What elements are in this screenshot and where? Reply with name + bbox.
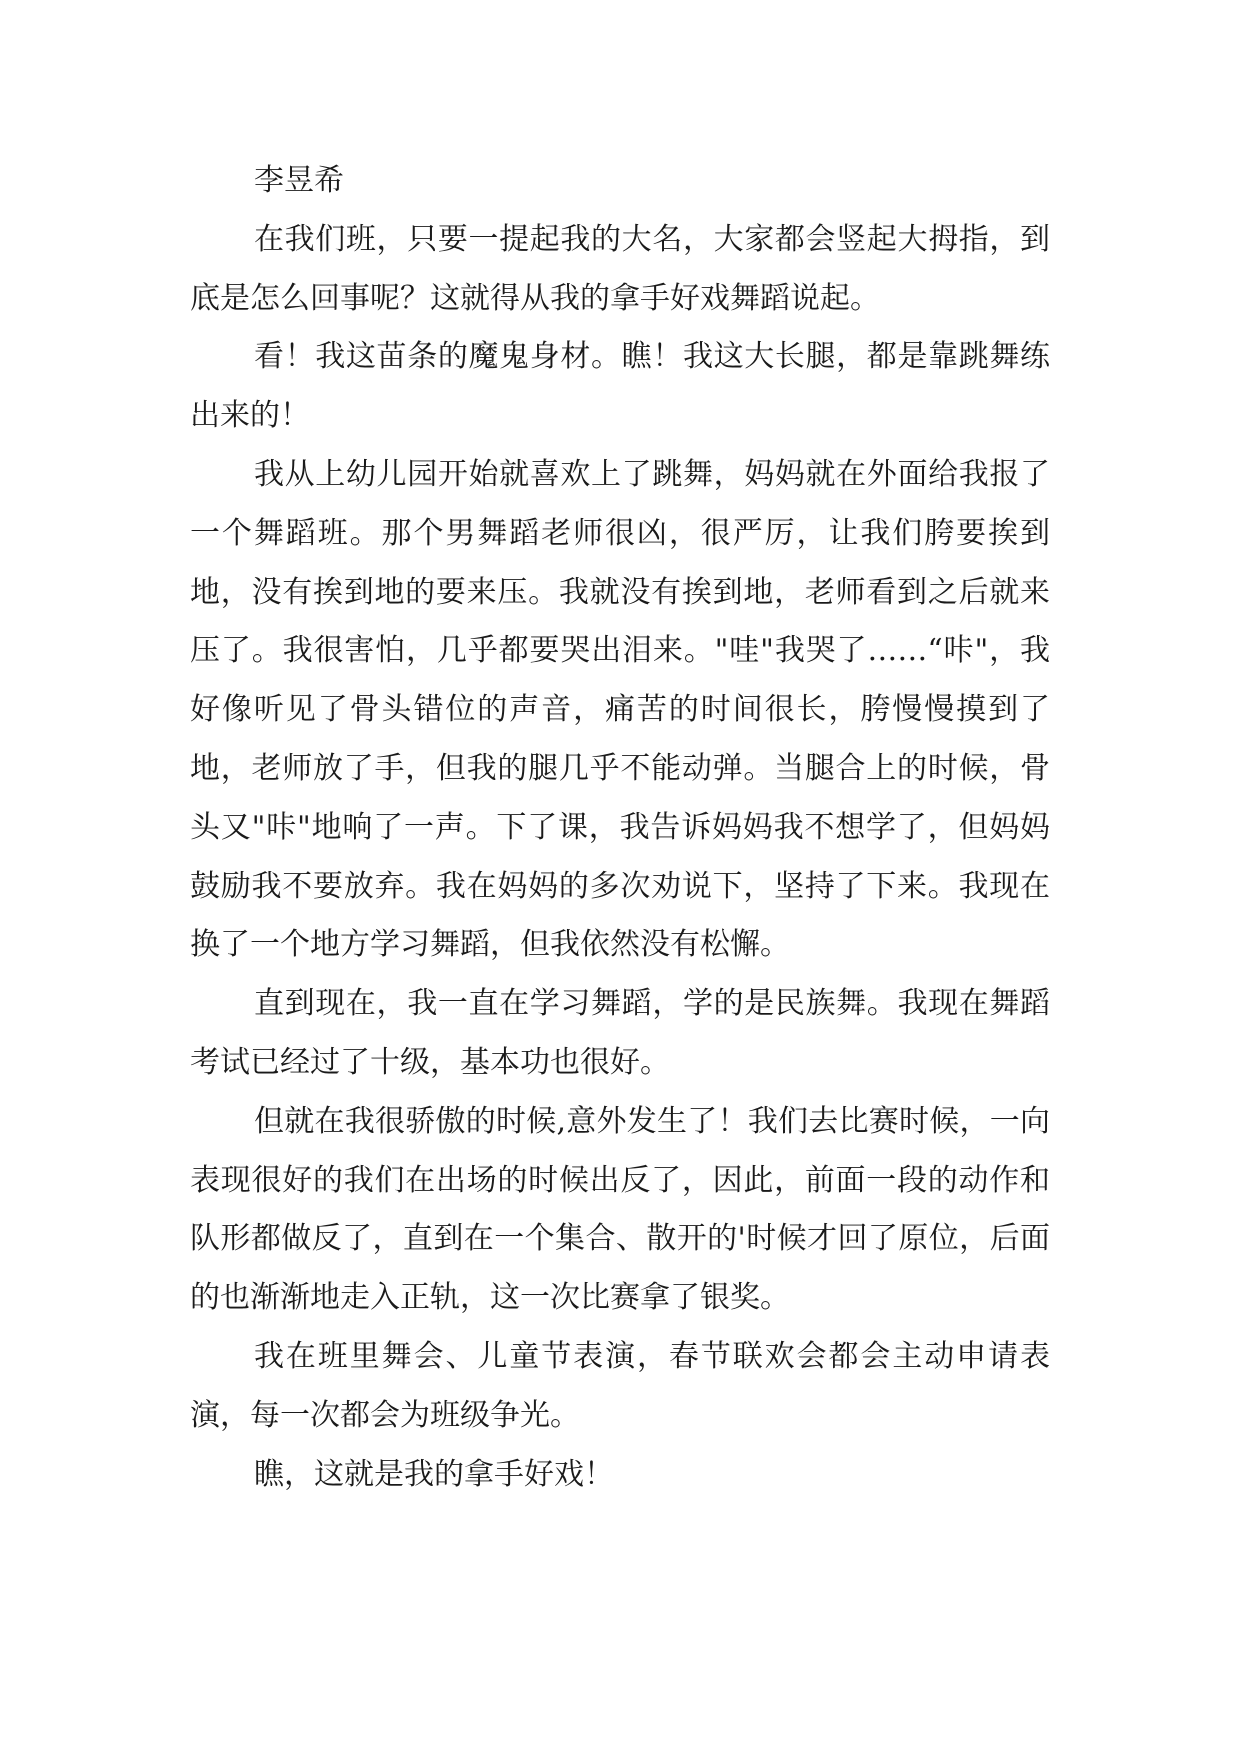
author-name: 李昱希 [254, 163, 344, 198]
paragraph-competition: 但就在我很骄傲的时候,意外发生了！我们去比赛时候，一向表现很好的我们在出场的时候出反了，因此，前面一段的动作和队形都做反了，直到在一个集合、散开的'时候才回了原位，后面的也渐渐地走入正轨，这一次比赛拿了银奖。 [190, 1103, 1050, 1316]
paragraph-conclusion: 瞧，这就是我的拿手好戏！ [254, 1456, 614, 1492]
paragraph-performances: 我在班里舞会、儿童节表演，春节联欢会都会主动申请表演，每一次都会为班级争光。 [190, 1338, 1050, 1433]
paragraph-intro: 在我们班，只要一提起我的大名，大家都会竖起大拇指，到底是怎么回事呢？这就得从我的拿手好戏舞蹈说起。 [190, 221, 1050, 316]
essay-body [190, 152, 1050, 1504]
paragraph-now: 直到现在，我一直在学习舞蹈，学的是民族舞。我现在舞蹈考试已经过了十级，基本功也很好。 [190, 986, 1050, 1080]
paragraph-figure: 看！我这苗条的魔鬼身材。瞧！我这大长腿，都是靠跳舞练出来的！ [190, 339, 1050, 434]
paragraph-childhood: 我从上幼儿园开始就喜欢上了跳舞，妈妈就在外面给我报了一个舞蹈班。那个男舞蹈老师很凶，很严厉，让我们胯要挨到地，没有挨到地的要来压。我就没有挨到地，老师看到之后就来压了。我很害怕，几乎都要哭出泪来。"哇"我哭了……“咔"，我好像听见了骨头错位的声音，痛苦的时间很长，胯慢慢摸到了地，老师放了手，但我的腿几乎不能动弹。当腿合上的时候，骨头又"咔"地响了一声。下了课，我告诉妈妈我不想学了，但妈妈鼓励我不要放弃。我在妈妈的多次劝说下，坚持了下来。我现在换了一个地方学习舞蹈，但我依然没有松懈。 [190, 456, 1050, 963]
